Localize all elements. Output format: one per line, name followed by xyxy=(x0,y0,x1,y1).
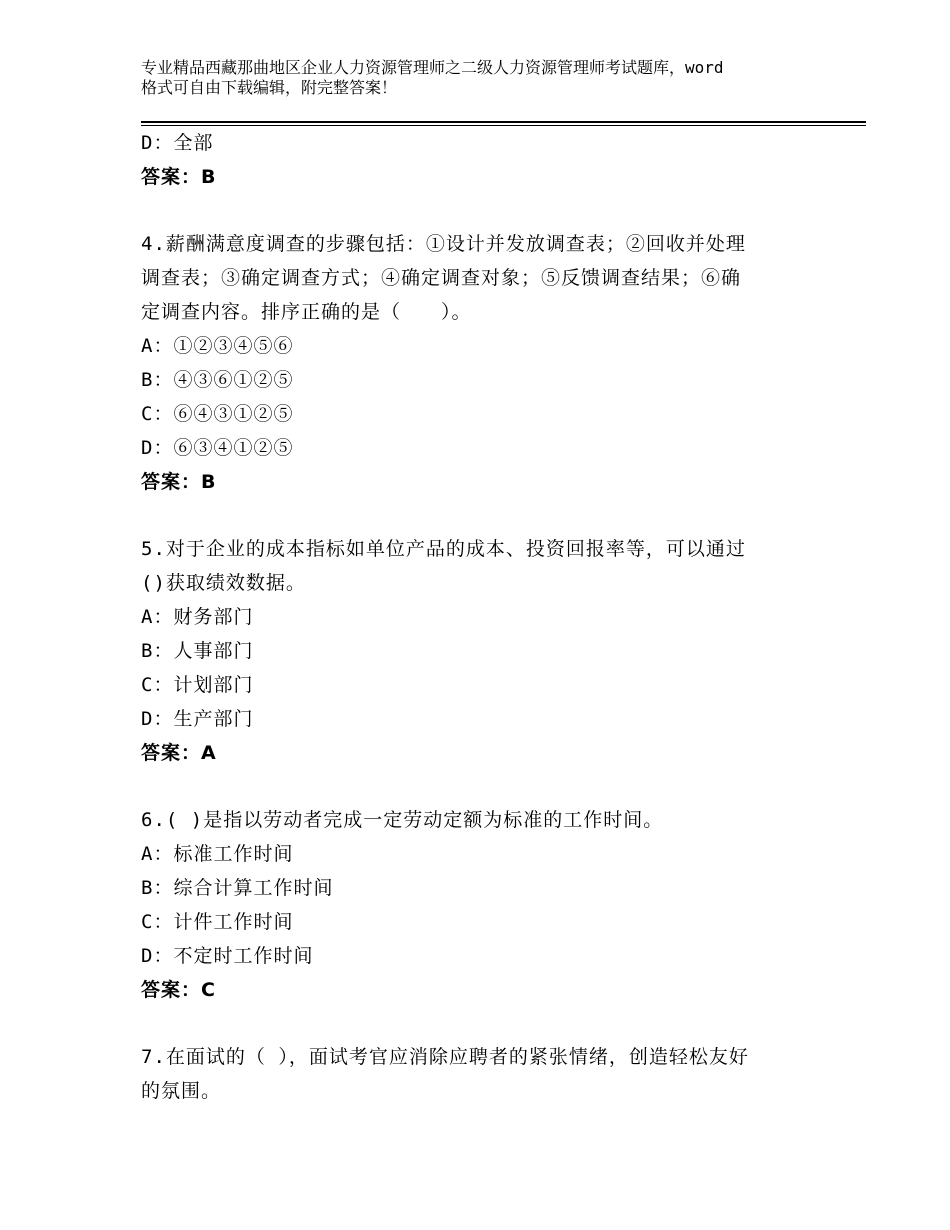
question-stem-line: 定调查内容。排序正确的是（ ）。 xyxy=(141,301,472,323)
question-stem-line: 4.薪酬满意度调查的步骤包括：①设计并发放调查表；②回收并处理 xyxy=(141,233,746,255)
option-b: B：综合计算工作时间 xyxy=(141,877,334,899)
option-a: A：财务部门 xyxy=(141,606,254,628)
question-stem-line: 调查表；③确定调查方式；④确定调查对象；⑤反馈调查结果；⑥确 xyxy=(141,267,742,289)
answer: 答案：B xyxy=(141,471,217,493)
option-b: B：④③⑥①②⑤ xyxy=(141,369,294,391)
option-d: D：生产部门 xyxy=(141,708,254,730)
header-rule-thick xyxy=(141,121,866,123)
question-stem-line: 5.对于企业的成本指标如单位产品的成本、投资回报率等，可以通过 xyxy=(141,538,746,560)
question-5 xyxy=(141,532,821,770)
header-line-2: 格式可自由下载编辑，附完整答案！ xyxy=(141,78,398,97)
option-a: A：①②③④⑤⑥ xyxy=(141,335,294,357)
option-c: C：计件工作时间 xyxy=(141,911,294,933)
question-stem-line: 7.在面试的（ ），面试考官应消除应聘者的紧张情绪，创造轻松友好 xyxy=(141,1046,749,1068)
question-stem-line: 6.( )是指以劳动者完成一定劳动定额为标准的工作时间。 xyxy=(141,809,664,831)
option-a: A：标准工作时间 xyxy=(141,843,294,865)
option-d: D：⑥③④①②⑤ xyxy=(141,437,294,459)
option-c: C：计划部门 xyxy=(141,674,254,696)
question-3-tail xyxy=(141,126,821,194)
document-header xyxy=(141,58,821,98)
question-6 xyxy=(141,803,821,1007)
answer: 答案：A xyxy=(141,742,217,764)
document-body xyxy=(141,126,821,1108)
option-b: B：人事部门 xyxy=(141,640,254,662)
header-line-1: 专业精品西藏那曲地区企业人力资源管理师之二级人力资源管理师考试题库，word xyxy=(141,58,724,77)
question-7 xyxy=(141,1040,821,1108)
answer: 答案：B xyxy=(141,166,217,188)
answer: 答案：C xyxy=(141,979,216,1001)
option-d: D：不定时工作时间 xyxy=(141,945,314,967)
question-stem-line: ()获取绩效数据。 xyxy=(141,572,306,594)
option-c: C：⑥④③①②⑤ xyxy=(141,403,294,425)
option-d: D：全部 xyxy=(141,132,214,154)
question-4 xyxy=(141,227,821,499)
question-stem-line: 的氛围。 xyxy=(141,1080,222,1102)
